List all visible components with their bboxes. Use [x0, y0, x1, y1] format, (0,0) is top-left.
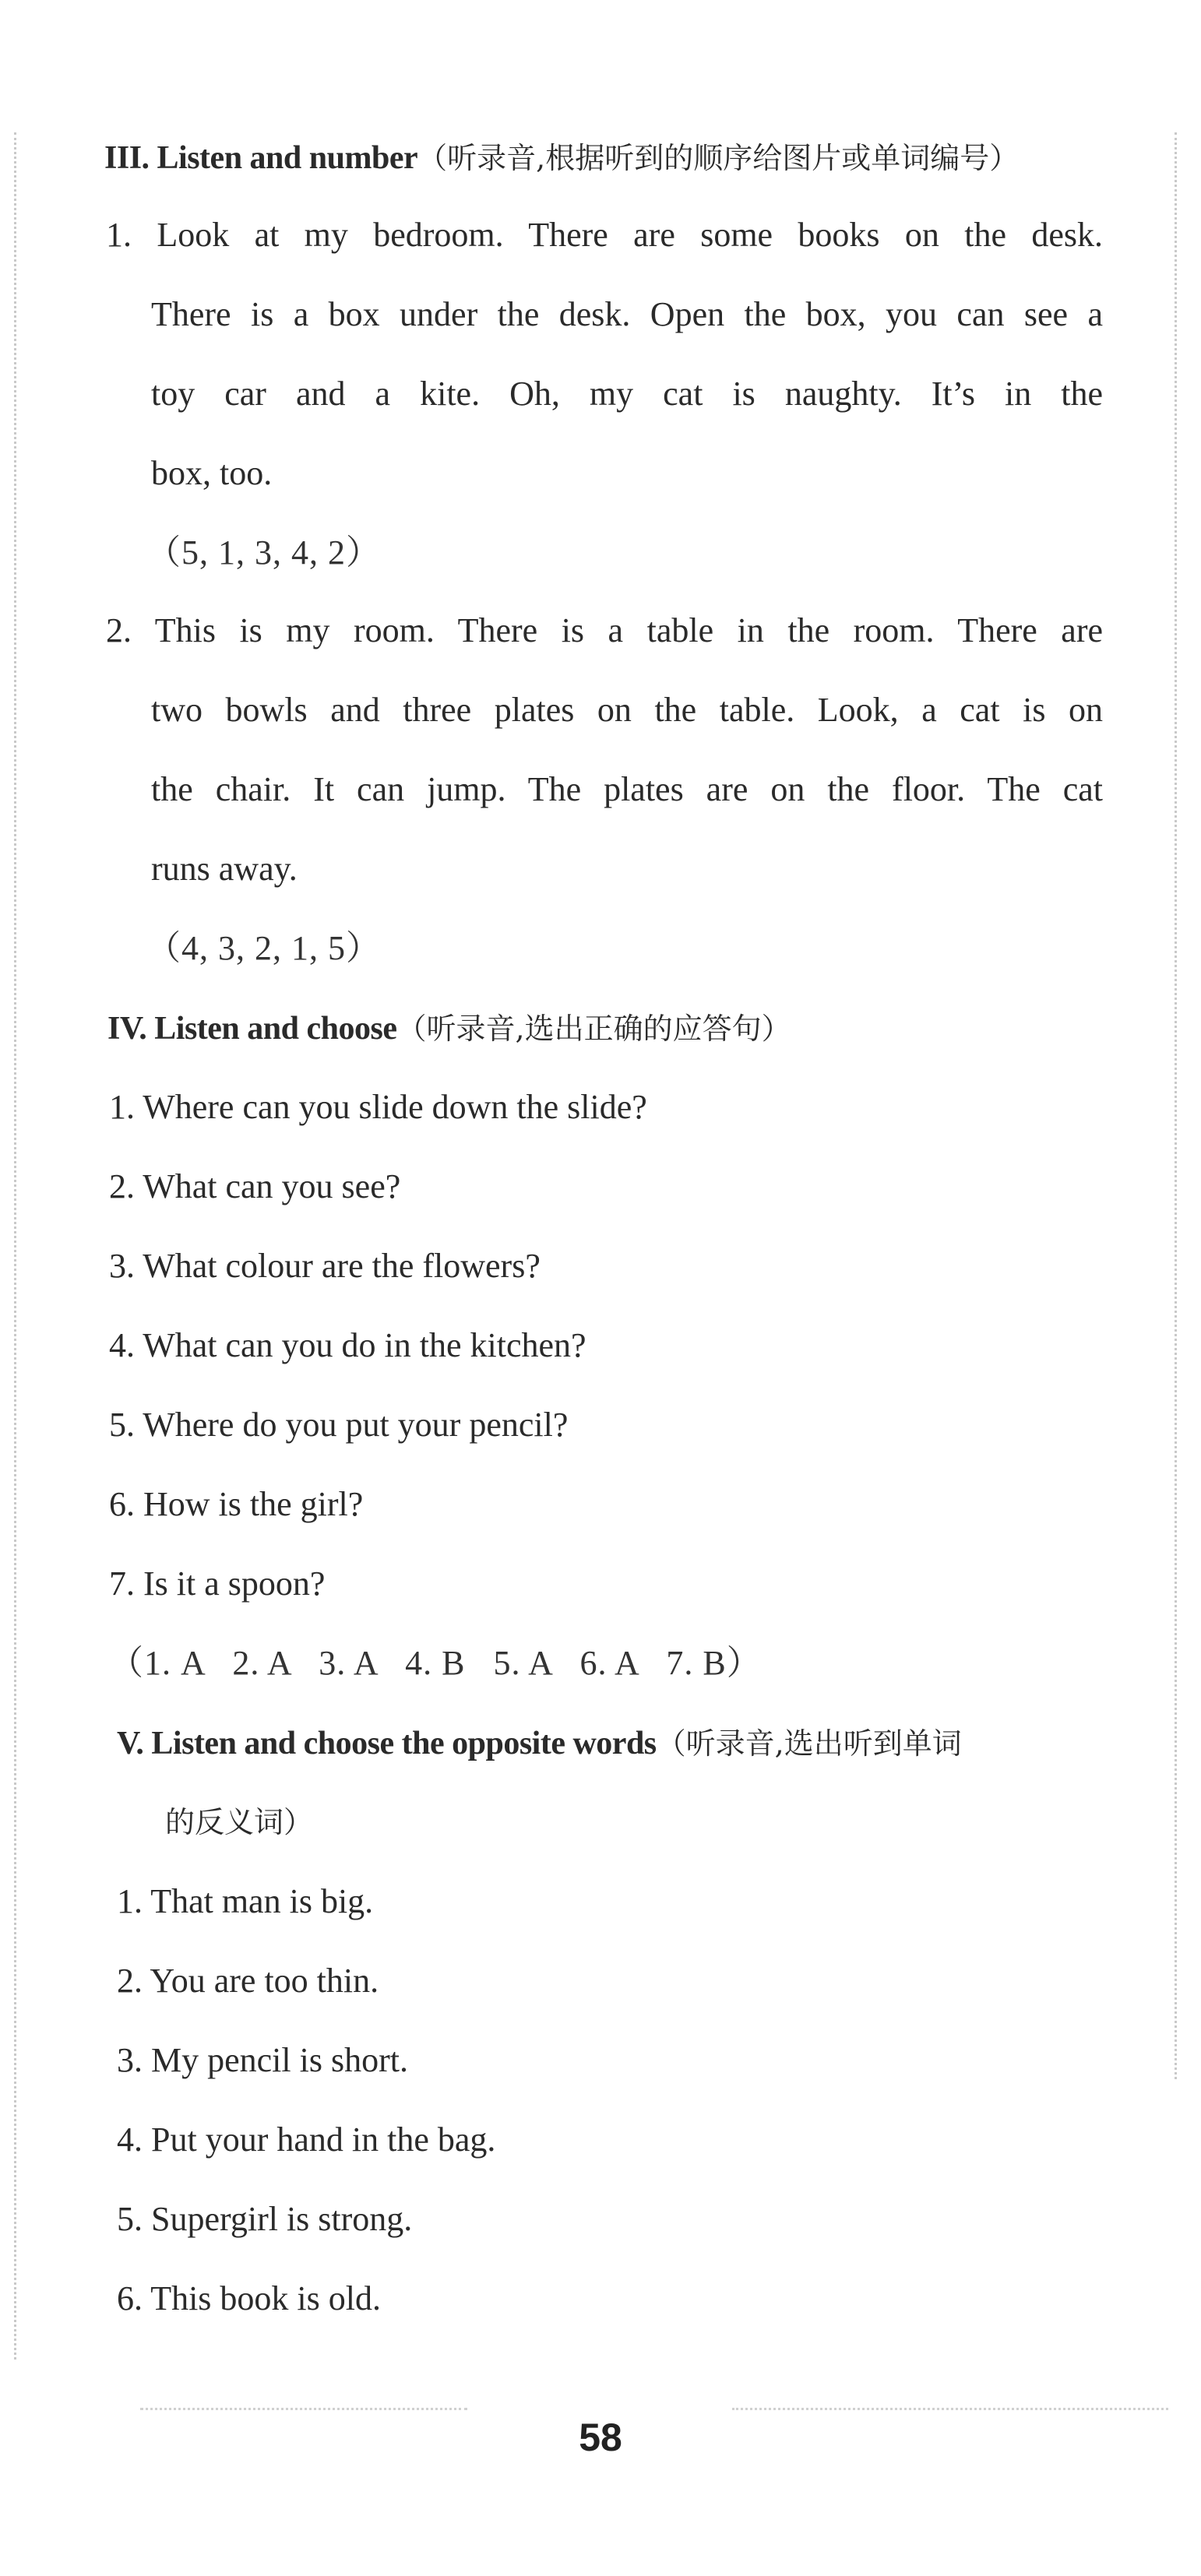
section5-item-6: 6. This book is old.: [117, 2279, 382, 2317]
section3-q2-answer: （4, 3, 2, 1, 5）: [146, 929, 381, 967]
section5-heading-cn-cont: 的反义词）: [165, 1805, 314, 1839]
section3-q2-line3: the chair. It can jump. The plates are on the floor. The cat: [151, 770, 1103, 808]
section3-q1-answer: （5, 1, 3, 4, 2）: [146, 533, 381, 572]
section5-item-1: 1. That man is big.: [117, 1882, 374, 1920]
section4-item-2: 2. What can you see?: [109, 1167, 401, 1205]
section5-item-5: 5. Supergirl is strong.: [117, 2200, 413, 2238]
section5-heading-en: V. Listen and choose the opposite words: [117, 1726, 657, 1761]
section3-q2-line4: runs away.: [151, 850, 298, 888]
section3-q1-line1: 1. Look at my bedroom. There are some books on the desk.: [106, 216, 1103, 254]
section4-item-1: 1. Where can you slide down the slide?: [109, 1088, 647, 1126]
section4-item-4: 4. What can you do in the kitchen?: [109, 1326, 586, 1364]
section4-answer: （1. A 2. A 3. A 4. B 5. A 6. A 7. B）: [109, 1644, 762, 1682]
section3-heading: [104, 134, 1019, 181]
section3-q2-line2: two bowls and three plates on the table. Look, a cat is on: [151, 691, 1103, 729]
section4-heading: [107, 1005, 791, 1052]
section5-heading-cn: （听录音,选出听到单词: [656, 1726, 962, 1761]
section3-heading-cn: （听录音,根据听到的顺序给图片或单词编号）: [417, 141, 1020, 175]
section3-q1-line3: toy car and a kite. Oh, my cat is naughty. It’s in the: [151, 375, 1103, 413]
section3-q2-line1: 2. This is my room. There is a table in the room. There are: [106, 611, 1103, 649]
section5-item-3: 3. My pencil is short.: [117, 2041, 408, 2079]
section4-item-7: 7. Is it a spoon?: [109, 1564, 326, 1603]
section5-heading: [117, 1719, 962, 1767]
section4-heading-en: IV. Listen and choose: [107, 1011, 397, 1047]
section3-q1-line2: There is a box under the desk. Open the box, you can see a: [151, 295, 1103, 333]
section4-item-3: 3. What colour are the flowers?: [109, 1247, 541, 1285]
section3-q1-line4: box, too.: [151, 454, 273, 492]
section5-item-2: 2. You are too thin.: [117, 1962, 379, 2000]
section4-item-5: 5. Where do you put your pencil?: [109, 1406, 569, 1444]
section3-heading-en: III. Listen and number: [104, 140, 418, 176]
page-number: 58: [579, 2416, 622, 2459]
section4-item-6: 6. How is the girl?: [109, 1485, 364, 1523]
section5-item-4: 4. Put your hand in the bag.: [117, 2120, 496, 2159]
right-margin-rule: [1175, 132, 1177, 2079]
left-margin-rule: [14, 132, 16, 2360]
section4-heading-cn: （听录音,选出正确的应答句）: [396, 1012, 791, 1046]
